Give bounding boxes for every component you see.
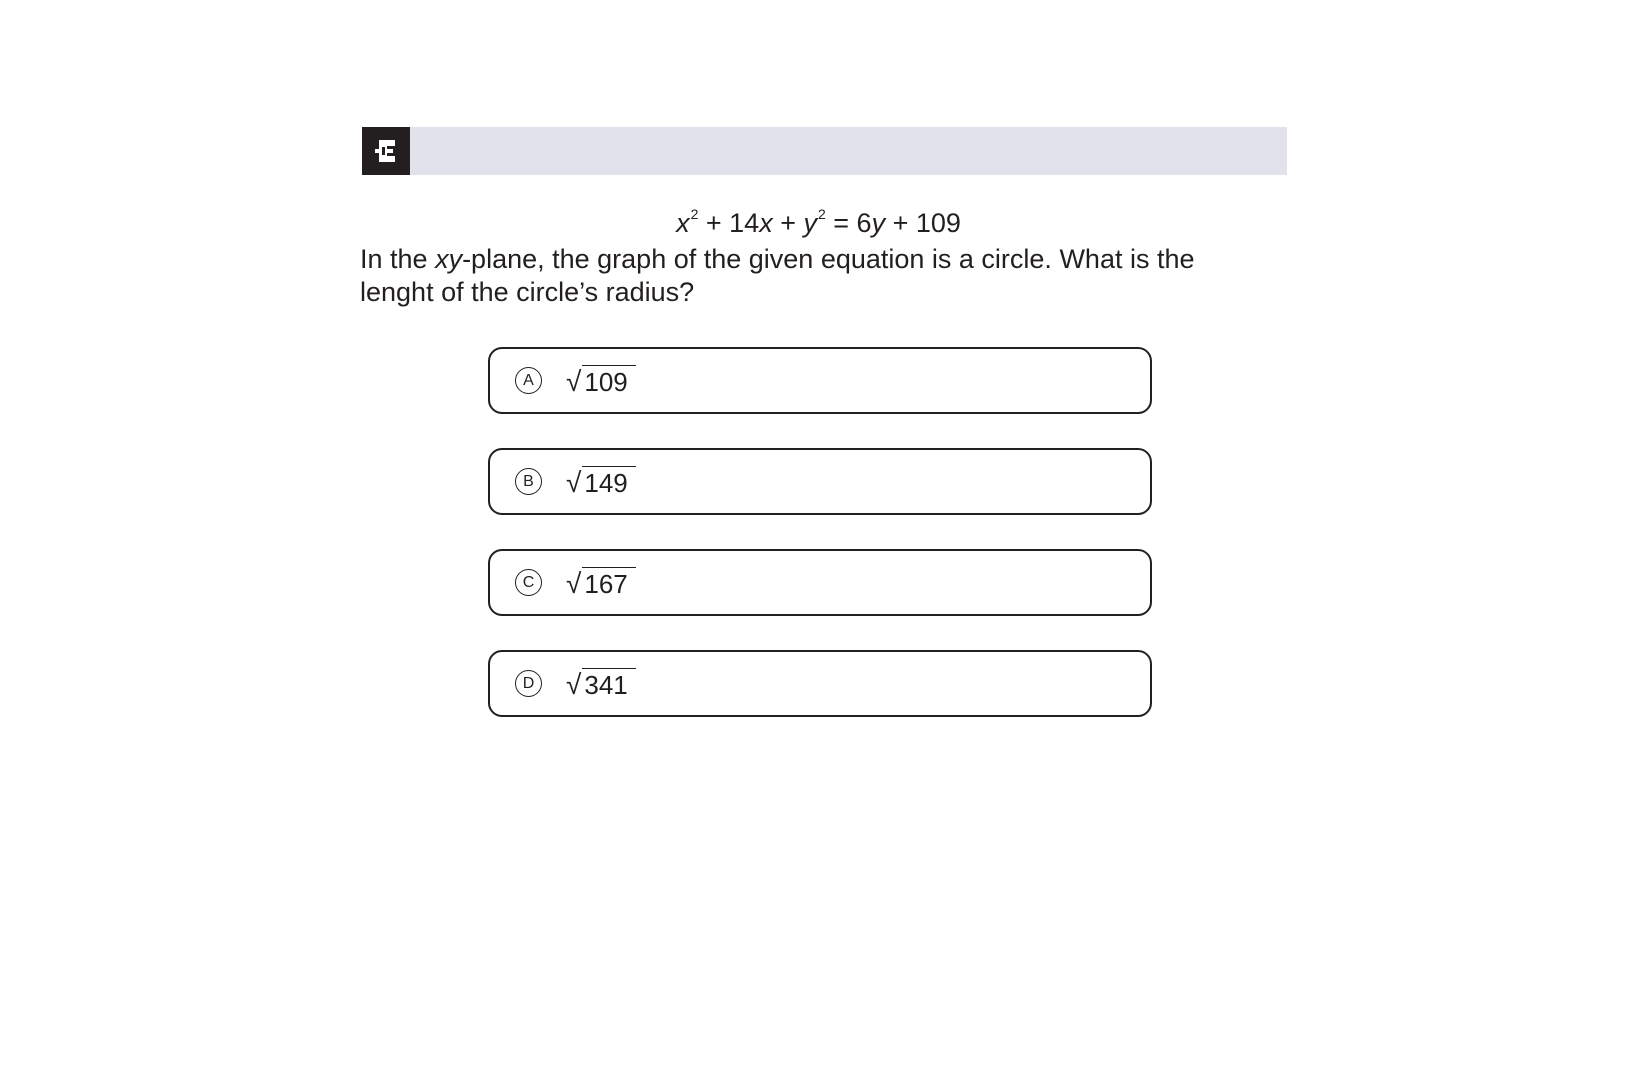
equation-term: = 6 (825, 208, 872, 238)
equation-term: + (772, 208, 804, 238)
choice-value (566, 363, 636, 399)
equation-term: + 109 (885, 208, 961, 238)
square-root-icon: √ (566, 467, 582, 498)
choice-value (566, 464, 636, 500)
equation-exponent: 2 (817, 206, 826, 222)
answer-choice-c[interactable] (488, 549, 1152, 616)
answer-choice-a[interactable] (488, 347, 1152, 414)
equation-term: + 14 (698, 208, 760, 238)
question-header-bar (362, 127, 1287, 175)
question-text-part: -plane, the graph of the given equation is a circle. What is the lenght of the circle’s radius? (360, 244, 1195, 307)
choice-letter-circle: B (515, 468, 542, 495)
choice-value (566, 565, 636, 601)
answer-choice-b[interactable] (488, 448, 1152, 515)
choice-letter-circle: C (515, 569, 542, 596)
equation-term: y (871, 208, 886, 238)
choice-value (566, 666, 636, 702)
radicand: 167 (582, 567, 635, 600)
choice-letter-circle: D (515, 670, 542, 697)
choice-letter-circle: A (515, 367, 542, 394)
equation-term: x (676, 208, 690, 238)
question-text (360, 243, 1260, 309)
radicand: 109 (582, 365, 635, 398)
answer-choice-d[interactable] (488, 650, 1152, 717)
square-root-icon: √ (566, 568, 582, 599)
equation-term: x (759, 208, 773, 238)
equation-term: y (803, 208, 817, 238)
badge-icon (373, 137, 399, 165)
question-type-badge (362, 127, 410, 175)
given-equation (0, 205, 1637, 241)
radicand: 149 (582, 466, 635, 499)
question-text-part: In the (360, 244, 436, 274)
equation-exponent: 2 (690, 206, 699, 222)
square-root-icon: √ (566, 366, 582, 397)
radicand: 341 (582, 668, 635, 701)
question-text-part: xy (435, 244, 463, 274)
square-root-icon: √ (566, 669, 582, 700)
